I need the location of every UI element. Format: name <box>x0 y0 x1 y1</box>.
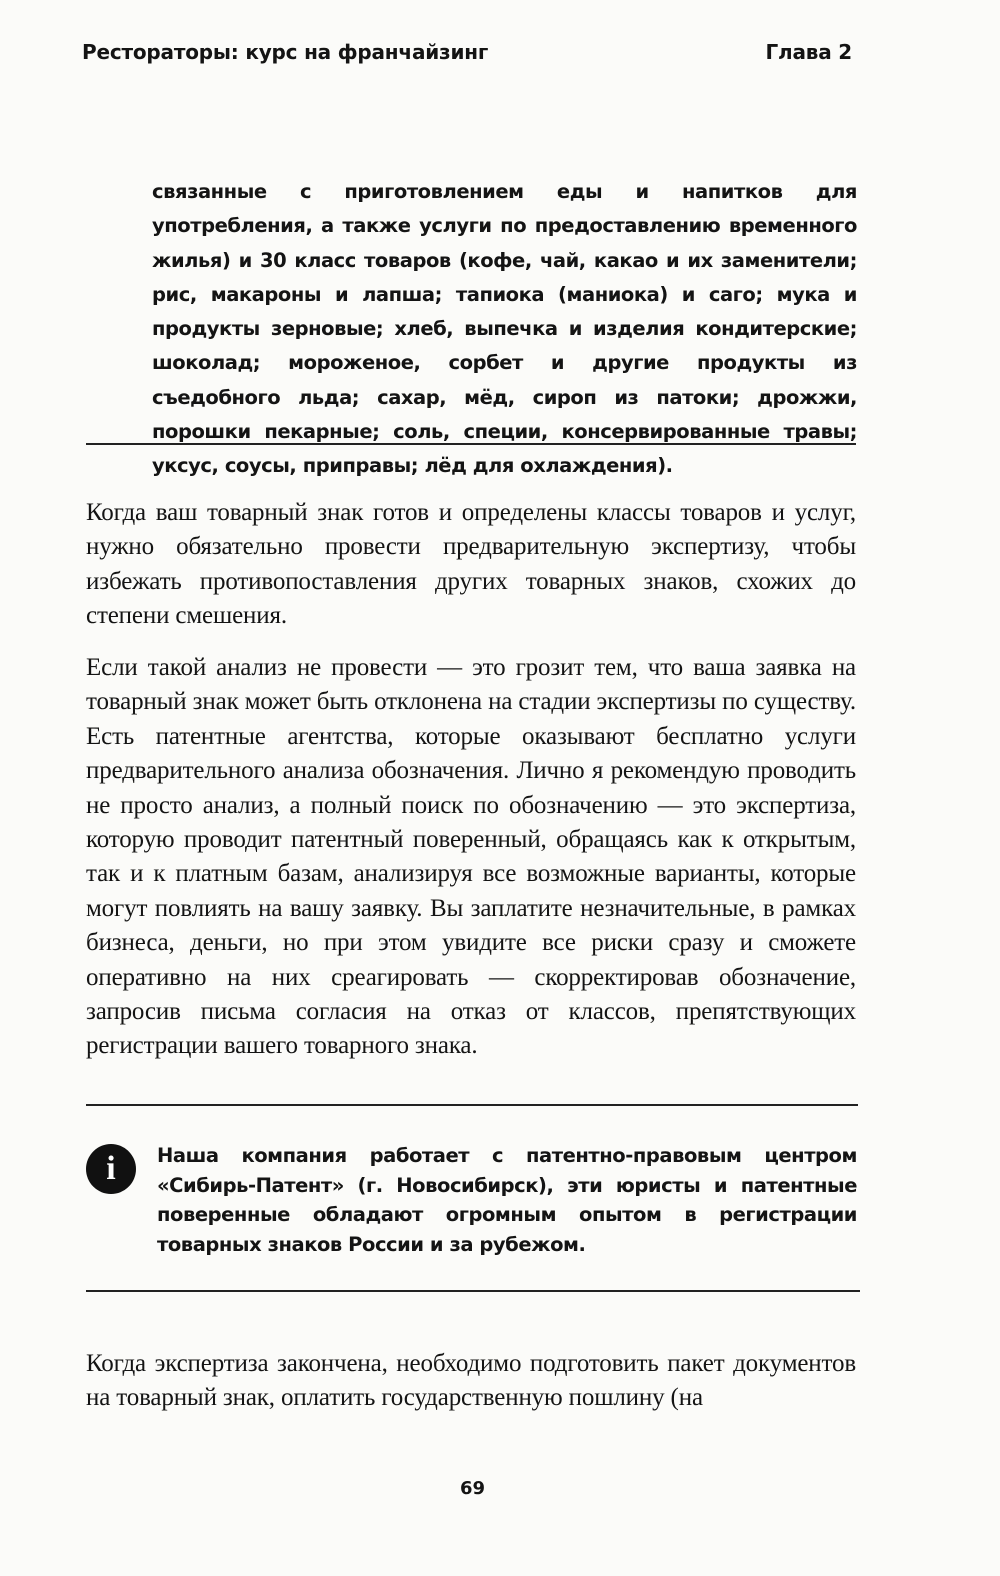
running-header <box>82 40 852 64</box>
sidebar-box-text: связанные с приготовлением еды и напитков для употребления, а также услуги по предоставлению временного жилья) и 30 класс товаров (кофе, чай, какао и их заменители; рис, макароны и лапша; тапиока (маниока) и саго; мука и продукты зерновые; хлеб, выпечка и изделия кондитерские; шоколад; мороженое, сорбет и другие продукты из съедобного льда; сахар, мёд, сироп из патоки; дрожжи, порошки пекарные; соль, специи, консервированные травы; уксус, соусы, приправы; лёд для охлаждения). <box>152 180 857 478</box>
body-paragraph: Если такой анализ не провести — это грозит тем, что ваша заявка на товарный знак может быть отклонена на стадии экспертизы по существу. Есть патентные агентства, которые оказывают бесплатно услуги предварительного анализа обозначения. Лично я рекомендую проводить не просто анализ, а полный поиск по обозначению — это экспертиза, которую проводит патентный поверенный, обращаясь как к открытым, так и к платным базам, анализируя все возможные варианты, которые могут повлиять на вашу заявку. Вы заплатите незначительные, в рамках бизнеса, деньги, но при этом увидите все риски сразу и сможете оперативно на них среагировать — скорректировав обозначение, запросив письма согласия на отказ от классов, препятствующих регистрации вашего товарного знака. <box>86 654 856 1060</box>
divider-rule <box>86 1290 860 1292</box>
body-paragraph: Когда экспертиза закончена, необходимо подготовить пакет документов на товарный знак, оплатить государственную пошлину (на <box>86 1350 856 1412</box>
divider-rule <box>86 443 856 445</box>
divider-rule <box>86 1104 858 1106</box>
body-paragraph: Когда ваш товарный знак готов и определены классы товаров и услуг, нужно обязательно провести предварительную экспертизу, чтобы избежать противопоставления других товарных знаков, схожих до степени смешения. <box>86 499 856 630</box>
info-note-text: Наша компания работает с патентно-правовым центром «Сибирь-Патент» (г. Новосибирск), эти юристы и патентные поверенные обладают огромным опытом в регистрации товарных знаков России и за рубежом. <box>157 1144 857 1256</box>
page-number: 69 <box>459 1478 486 1499</box>
info-icon: i <box>86 1144 136 1194</box>
book-title: Рестораторы: курс на франчайзинг <box>82 40 489 64</box>
chapter-label: Глава 2 <box>765 40 852 64</box>
